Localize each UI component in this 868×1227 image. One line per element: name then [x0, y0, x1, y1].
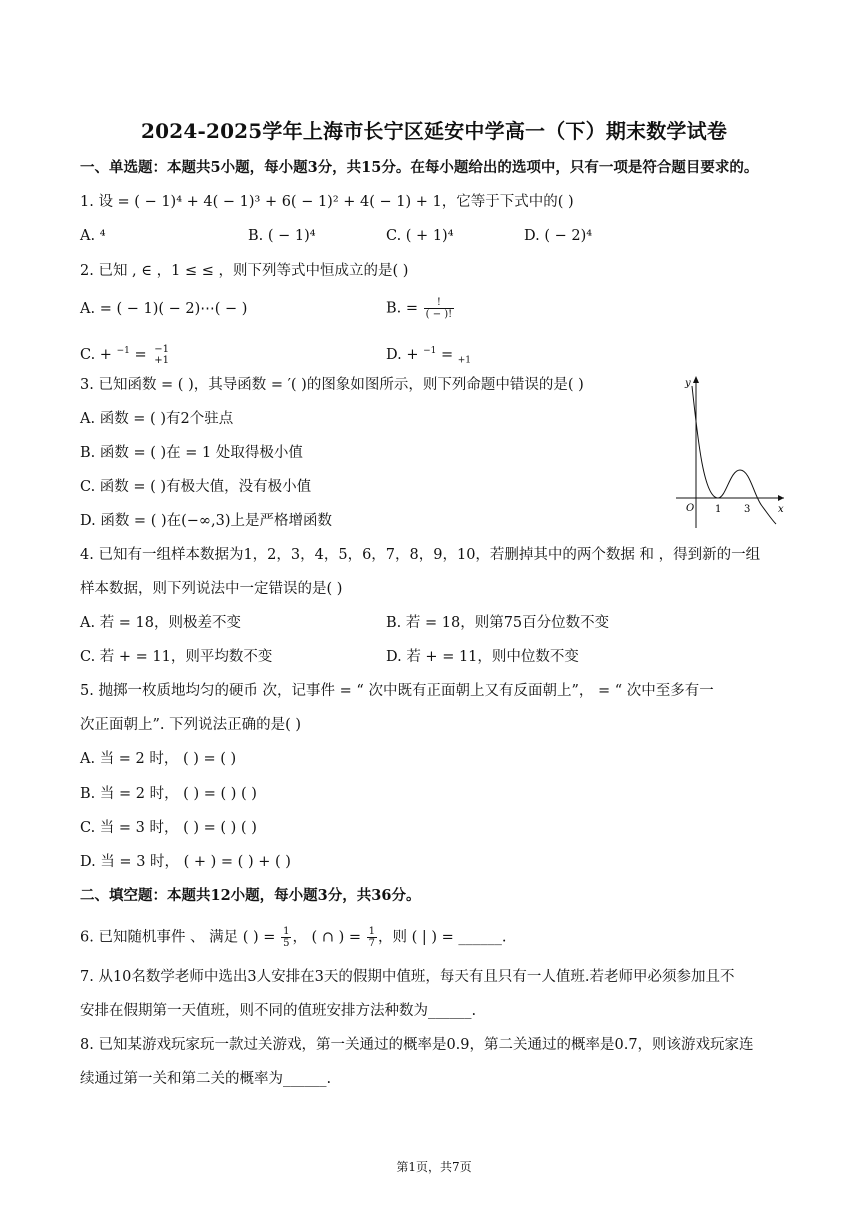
- q2-option-c: [80, 341, 172, 366]
- q6-text-pre: 6. 已知随机事件 、 满足 ( ) =: [80, 929, 276, 946]
- x-axis-arrow: [778, 495, 784, 501]
- q2-option-c-mid: =: [129, 346, 152, 363]
- stack-bottom: +1: [154, 354, 169, 366]
- q6-fraction-1: [281, 926, 291, 949]
- q2-option-d-mid: =: [436, 346, 458, 363]
- origin-label: O: [686, 503, 695, 514]
- q8-line-1: 8. 已知某游戏玩家玩一款过关游戏，第一关通过的概率是0.9，第二关通过的概率是0.7，则该游戏玩家连: [80, 1037, 754, 1053]
- q5-option-c: C. 当 = 3 时， ( ) = ( ) ( ): [80, 820, 257, 836]
- q7-line-2: 安排在假期第一天值班，则不同的值班安排方法种数为______.: [80, 1003, 477, 1019]
- q2-option-a: A. = ( − 1)( − 2)⋯( − ): [80, 301, 248, 317]
- q1-stem: 1. 设 = ( − 1)⁴ + 4( − 1)³ + 6( − 1)² + 4( − 1) + 1，它等于下式中的( ): [80, 194, 574, 210]
- tick-label-1: 1: [715, 504, 722, 515]
- q2-option-b-text: B. =: [386, 300, 419, 317]
- q3-option-b: B. 函数 = ( )在 = 1 处取得极小值: [80, 445, 303, 461]
- q4-stem-line-1: 4. 已知有一组样本数据为1，2，3，4，5，6，7，8，9，10，若删掉其中的两个数据 和 ，得到新的一组: [80, 547, 761, 563]
- y-axis-label: y: [685, 378, 691, 389]
- fraction-numerator: !: [424, 297, 455, 309]
- q1-option-a: A. ⁴: [80, 228, 106, 244]
- q4-option-b: B. 若 = 18，则第75百分位数不变: [386, 615, 610, 631]
- q1-option-d: D. ( − 2)⁴: [524, 228, 593, 244]
- q6-text-mid: ， ( ∩ ) =: [292, 929, 361, 946]
- q6-fraction-2: [367, 926, 377, 949]
- page-title: 2024-2025学年上海市长宁区延安中学高一（下）期末数学试卷: [140, 119, 728, 143]
- fraction-denominator: ( − )!: [425, 309, 453, 320]
- q6-text-post: ，则 ( | ) = ______.: [377, 929, 507, 946]
- fraction-denominator: 5: [283, 938, 290, 949]
- section-1-heading: 一、单选题：本题共5小题，每小题3分，共15分。在每小题给出的选项中，只有一项是符合题目要求的。: [80, 159, 759, 176]
- q2-option-d-text: D. +: [386, 346, 424, 363]
- q5-option-d: D. 当 = 3 时， ( + ) = ( ) + ( ): [80, 854, 291, 870]
- q3-stem: 3. 已知函数 = ( )，其导函数 = ′( )的图象如图所示，则下列命题中错误的是( ): [80, 377, 584, 393]
- q5-option-a: A. 当 = 2 时， ( ) = ( ): [80, 751, 237, 767]
- q2-option-b: [386, 297, 455, 320]
- q2-option-d: [386, 341, 471, 371]
- y-axis-arrow: [693, 376, 699, 383]
- section-2-heading: 二、填空题：本题共12小题，每小题3分，共36分。: [80, 887, 421, 904]
- q2-option-c-text: C. +: [80, 346, 117, 363]
- x-axis-label: x: [778, 504, 784, 515]
- q2-option-c-stack: [152, 344, 171, 366]
- q6-stem: [80, 926, 507, 949]
- q4-stem-line-2: 样本数据，则下列说法中一定错误的是( ): [80, 581, 343, 597]
- q3-option-a: A. 函数 = ( )有2个驻点: [80, 411, 234, 427]
- q5-stem-line-1: 5. 抛掷一枚质地均匀的硬币 次，记事件 = “ 次中既有正面朝上又有反面朝上”， = “ 次中至多有一: [80, 683, 714, 699]
- fraction-numerator: 1: [368, 926, 375, 937]
- q3-option-d: D. 函数 = ( )在(−∞,3)上是严格增函数: [80, 513, 332, 529]
- q5-stem-line-2: 次正面朝上”. 下列说法正确的是( ): [80, 717, 302, 733]
- derivative-graph: [672, 372, 792, 532]
- q2-stem: 2. 已知 , ∈ ，1 ≤ ≤ ，则下列等式中恒成立的是( ): [80, 263, 409, 279]
- derivative-curve: [692, 386, 776, 524]
- q8-line-2: 续通过第一关和第二关的概率为______.: [80, 1071, 332, 1087]
- q1-option-c: C. ( + 1)⁴: [386, 228, 454, 244]
- superscript: −1: [423, 346, 437, 356]
- page-footer: 第1页，共7页: [396, 1160, 472, 1174]
- superscript: −1: [116, 346, 130, 356]
- q4-option-c: C. 若 + = 11，则平均数不变: [80, 649, 273, 665]
- q4-option-d: D. 若 + = 11，则中位数不变: [386, 649, 579, 665]
- q5-option-b: B. 当 = 2 时， ( ) = ( ) ( ): [80, 786, 257, 802]
- fraction-numerator: 1: [283, 926, 290, 937]
- stack-top: −1: [154, 343, 169, 355]
- q7-line-1: 7. 从10名数学老师中选出3人安排在3天的假期中值班，每天有且只有一人值班.若老师甲必须参加且不: [80, 969, 735, 985]
- tick-label-3: 3: [744, 504, 751, 515]
- q2-option-b-fraction: [424, 297, 455, 320]
- q3-option-c: C. 函数 = ( )有极大值，没有极小值: [80, 479, 312, 495]
- fraction-denominator: 7: [368, 938, 375, 949]
- subscript: +1: [457, 355, 472, 366]
- q4-option-a: A. 若 = 18，则极差不变: [80, 615, 242, 631]
- q1-option-b: B. ( − 1)⁴: [248, 228, 316, 244]
